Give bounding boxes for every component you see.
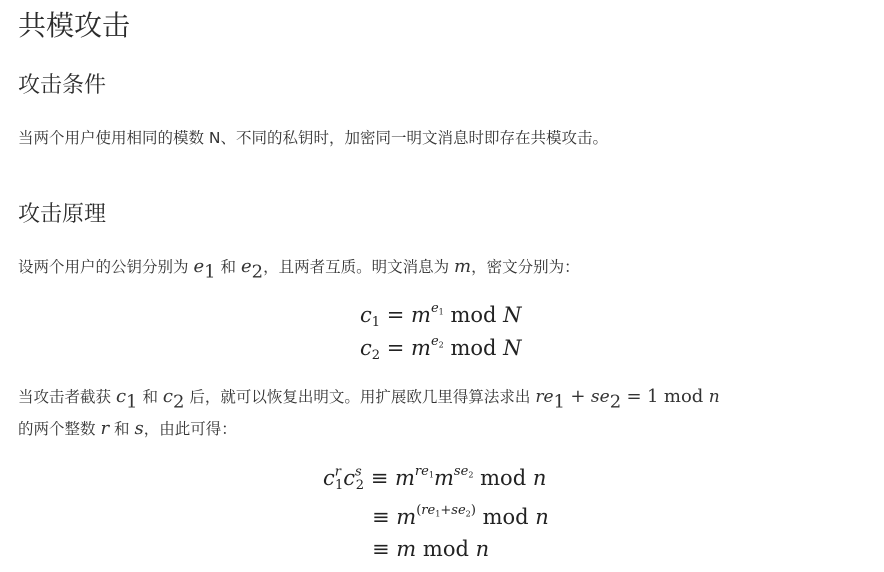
math-s: s [134,418,144,439]
p3-text-c: 后，就可以恢复出明文。用扩展欧几里得算法求出 [189,388,531,406]
p2-text-b: 和 [220,258,237,276]
math-bezout: $re_1 + se_2 = 1$ mod n [535,386,720,413]
derivation-line-1: $c^r_1c^s_2 \equiv m^{re_1}m^{se_2}$ mod n [323,464,547,493]
p2-text-d: ，密文分别为： [471,258,580,276]
math-m: m [454,256,472,277]
p2-text-a: 设两个用户的公钥分别为 [18,258,189,276]
p3-text-a: 当攻击者截获 [18,388,112,406]
derivation-line-3: ≡ m mod n [372,537,490,561]
derivation-line-2: ≡ $m^{(re_1+se_2)}$ mod n [372,503,549,529]
p4-text-a: 的两个整数 [18,420,96,438]
p2-text-c: ，且两者互质。明文消息为 [263,258,450,276]
ciphertext-equation-2: $c_2 = m^{e_2}$ mod N [360,334,522,363]
principle-paragraph-2 [18,385,720,413]
math-r: r [100,418,110,439]
conditions-paragraph: 当两个用户使用相同的模数 N、不同的私钥时，加密同一明文消息时即存在共模攻击。 [18,129,609,147]
math-c1: $c_1$ [115,386,138,413]
page-title: 共模攻击 [18,9,131,42]
math-c2: $c_2$ [162,386,185,413]
p4-text-c: ，由此可得： [143,420,237,438]
section-heading-conditions: 攻击条件 [18,73,107,98]
principle-paragraph-3 [18,417,237,441]
math-e1: $e_1$ [193,256,216,283]
math-e2: $e_2$ [240,256,264,283]
principle-paragraph-1 [18,255,580,283]
ciphertext-equation-1: $c_1 = m^{e_1}$ mod N [360,301,522,330]
section-heading-principle: 攻击原理 [18,202,107,227]
p3-text-b: 和 [142,388,158,406]
p4-text-b: 和 [114,420,130,438]
